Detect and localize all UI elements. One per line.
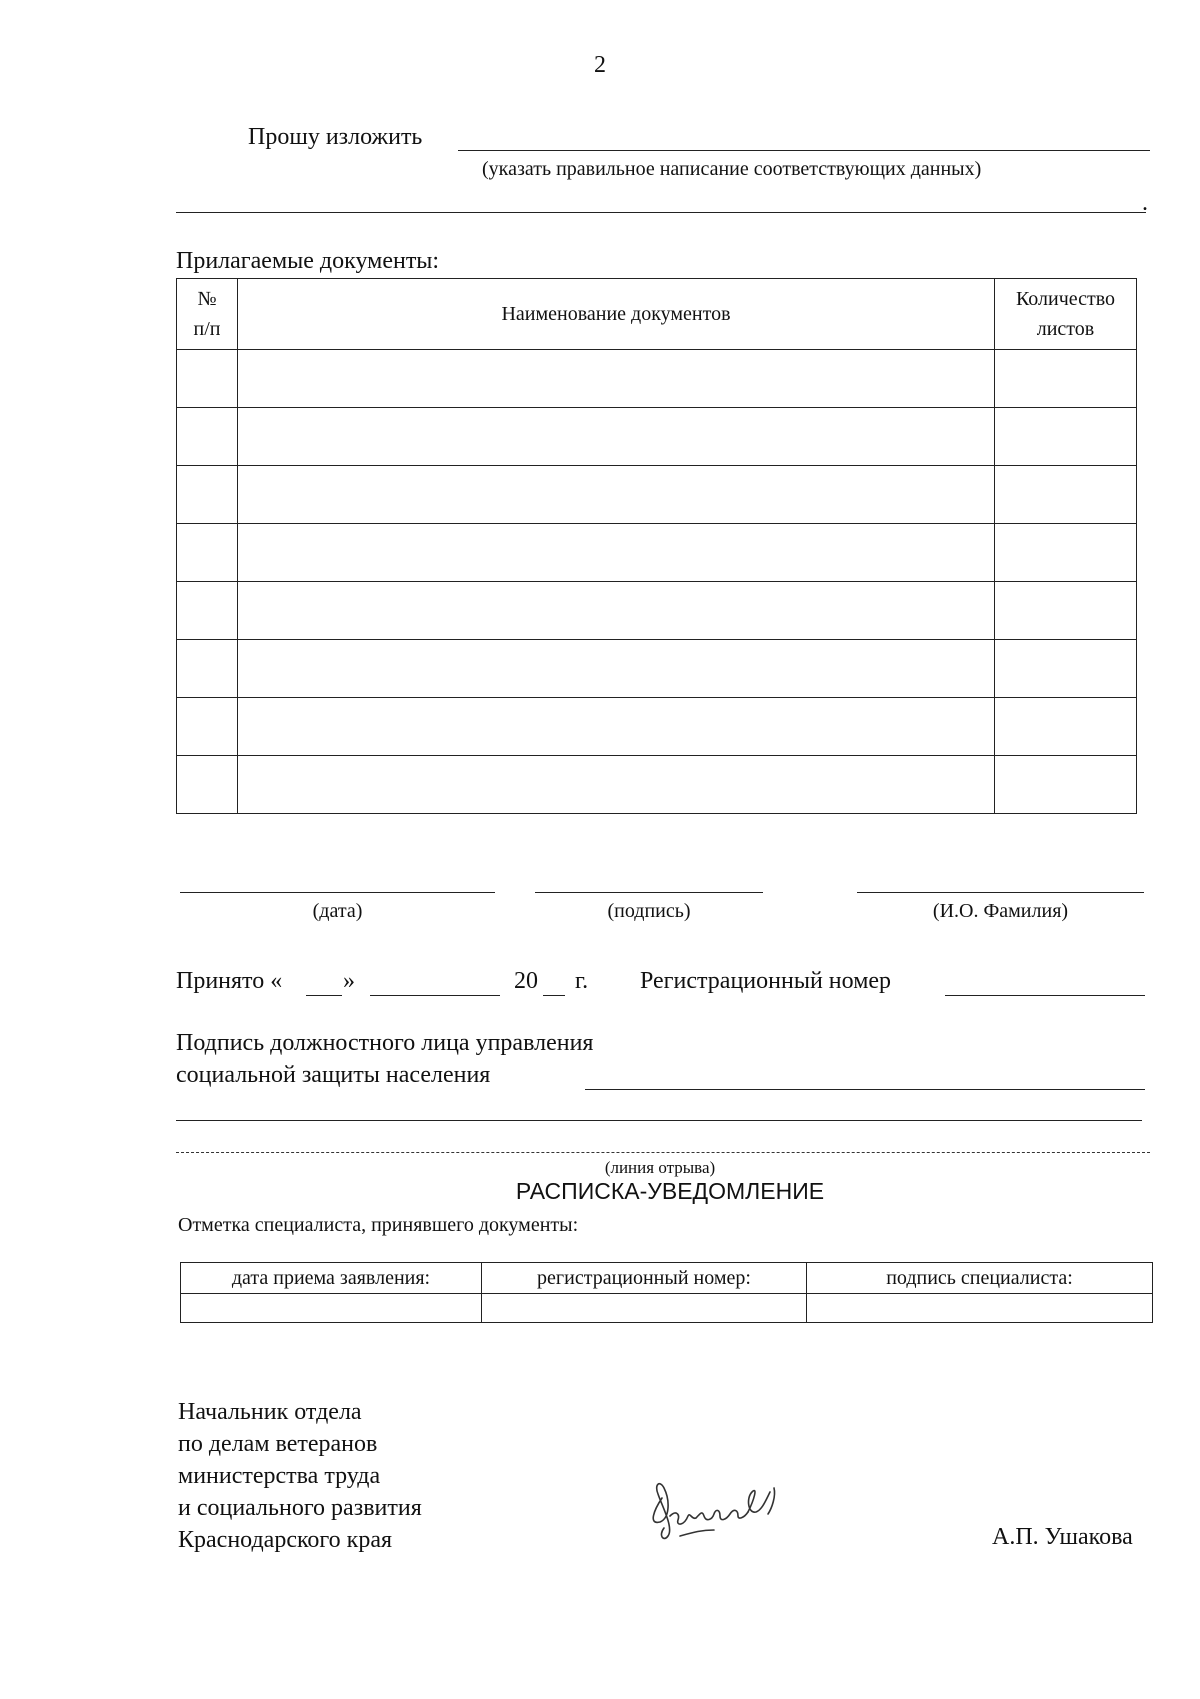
request-end-period: . bbox=[1142, 190, 1148, 216]
attachments-table bbox=[176, 278, 1137, 814]
footer-position-line: Краснодарского края bbox=[178, 1527, 393, 1553]
official-signature-line-extra[interactable] bbox=[176, 1120, 1142, 1121]
table-row bbox=[177, 408, 1137, 466]
receipt-date-cell[interactable] bbox=[181, 1294, 482, 1323]
footer-position-line: по делам ветеранов bbox=[178, 1431, 378, 1457]
row-name-cell[interactable] bbox=[238, 350, 995, 408]
receipt-reg-header: регистрационный номер: bbox=[482, 1263, 807, 1294]
reg-number-line[interactable] bbox=[945, 995, 1145, 996]
official-signature-line[interactable] bbox=[585, 1089, 1145, 1090]
row-num-cell[interactable] bbox=[177, 698, 238, 756]
table-row bbox=[177, 756, 1137, 814]
accepted-year-suffix: г. bbox=[575, 968, 589, 994]
receipt-signature-cell[interactable] bbox=[807, 1294, 1153, 1323]
row-num-cell[interactable] bbox=[177, 640, 238, 698]
footer-position-line: министерства труда bbox=[178, 1463, 381, 1489]
receipt-header-row bbox=[181, 1263, 1153, 1294]
accepted-prefix: Принято « bbox=[176, 968, 283, 994]
row-name-cell[interactable] bbox=[238, 582, 995, 640]
signature-caption: (подпись) bbox=[607, 900, 691, 922]
accepted-year-line[interactable] bbox=[543, 995, 565, 996]
accepted-year-prefix: 20 bbox=[514, 968, 538, 994]
footer-position-line: Начальник отдела bbox=[178, 1399, 362, 1425]
table-row bbox=[177, 350, 1137, 408]
receipt-title: РАСПИСКА-УВЕДОМЛЕНИЕ bbox=[515, 1178, 825, 1204]
col-name-header: Наименование документов bbox=[238, 279, 995, 350]
request-hint: (указать правильное написание соответствующих данных) bbox=[482, 158, 982, 180]
receipt-note: Отметка специалиста, принявшего документы: bbox=[178, 1214, 579, 1236]
footer-position-line: и социального развития bbox=[178, 1495, 422, 1521]
official-signature-line1: Подпись должностного лица управления bbox=[176, 1030, 594, 1056]
row-num-cell[interactable] bbox=[177, 756, 238, 814]
accepted-quote-close: » bbox=[343, 968, 355, 994]
row-name-cell[interactable] bbox=[238, 466, 995, 524]
date-line[interactable] bbox=[180, 892, 495, 893]
row-name-cell[interactable] bbox=[238, 640, 995, 698]
accepted-month-line[interactable] bbox=[370, 995, 500, 996]
row-num-cell[interactable] bbox=[177, 408, 238, 466]
table-row bbox=[177, 466, 1137, 524]
row-num-cell[interactable] bbox=[177, 466, 238, 524]
attachments-header-row bbox=[177, 279, 1137, 350]
col-num-line1: № bbox=[197, 288, 217, 310]
table-row bbox=[177, 698, 1137, 756]
receipt-date-header: дата приема заявления: bbox=[181, 1263, 482, 1294]
name-caption: (И.О. Фамилия) bbox=[932, 900, 1069, 922]
row-sheets-cell[interactable] bbox=[995, 640, 1137, 698]
row-num-cell[interactable] bbox=[177, 582, 238, 640]
row-sheets-cell[interactable] bbox=[995, 408, 1137, 466]
name-line[interactable] bbox=[857, 892, 1144, 893]
table-row bbox=[177, 582, 1137, 640]
receipt-table bbox=[180, 1262, 1153, 1323]
row-sheets-cell[interactable] bbox=[995, 350, 1137, 408]
footer-signer: А.П. Ушакова bbox=[992, 1524, 1133, 1550]
row-name-cell[interactable] bbox=[238, 408, 995, 466]
request-blank-line-1[interactable] bbox=[458, 150, 1150, 151]
row-sheets-cell[interactable] bbox=[995, 756, 1137, 814]
tear-line-caption: (линия отрыва) bbox=[604, 1158, 716, 1177]
row-num-cell[interactable] bbox=[177, 524, 238, 582]
page-number: 2 bbox=[594, 52, 606, 78]
col-sheets-header bbox=[995, 279, 1137, 350]
footer-position bbox=[178, 1396, 422, 1556]
date-caption: (дата) bbox=[312, 900, 363, 922]
col-sheets-line2: листов bbox=[1036, 318, 1095, 340]
handwritten-signature bbox=[640, 1470, 800, 1550]
signature-line[interactable] bbox=[535, 892, 763, 893]
official-signature-line2: социальной защиты населения bbox=[176, 1062, 491, 1088]
row-sheets-cell[interactable] bbox=[995, 582, 1137, 640]
request-label: Прошу изложить bbox=[248, 124, 423, 150]
row-name-cell[interactable] bbox=[238, 756, 995, 814]
tear-dashed-line bbox=[176, 1152, 1150, 1153]
row-sheets-cell[interactable] bbox=[995, 524, 1137, 582]
col-num-line2: п/п bbox=[193, 318, 221, 340]
row-sheets-cell[interactable] bbox=[995, 466, 1137, 524]
row-num-cell[interactable] bbox=[177, 350, 238, 408]
accepted-day-line[interactable] bbox=[306, 995, 342, 996]
receipt-reg-cell[interactable] bbox=[482, 1294, 807, 1323]
col-num-header bbox=[177, 279, 238, 350]
receipt-value-row bbox=[181, 1294, 1153, 1323]
table-row bbox=[177, 524, 1137, 582]
request-blank-line-2[interactable] bbox=[176, 212, 1146, 213]
reg-number-label: Регистрационный номер bbox=[640, 968, 892, 994]
row-sheets-cell[interactable] bbox=[995, 698, 1137, 756]
col-sheets-line1: Количество bbox=[1015, 288, 1116, 310]
row-name-cell[interactable] bbox=[238, 698, 995, 756]
table-row bbox=[177, 640, 1137, 698]
row-name-cell[interactable] bbox=[238, 524, 995, 582]
receipt-signature-header: подпись специалиста: bbox=[807, 1263, 1153, 1294]
attachments-title: Прилагаемые документы: bbox=[176, 248, 440, 274]
